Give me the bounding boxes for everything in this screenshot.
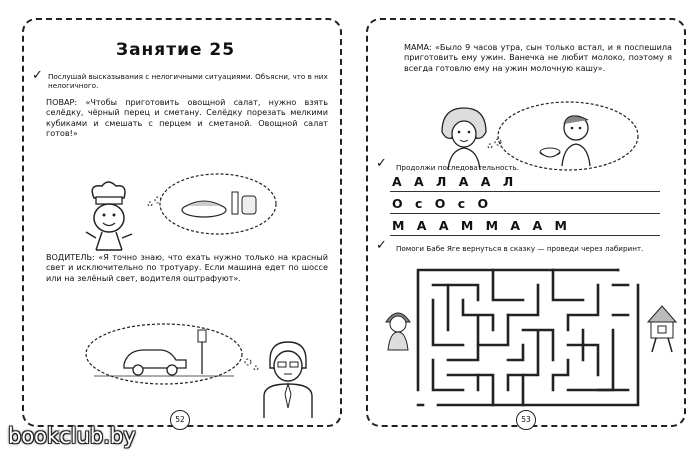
page-title: Занятие 25: [116, 40, 236, 60]
cook-statement: ПОВАР: «Чтобы приготовить овощной салат, нужно взять селёдку, чёрный перец и сметану. Селёдку порезать мелкими кубиками и смешать с перцем и сметаной. Овощной салат готов!»: [46, 97, 328, 138]
mom-statement: МАМА: «Было 9 часов утра, сын только встал, и я поспешила приготовить ему ужин. Ванечка не любит молоко, поэтому я всегда готовлю ему на ужин молочную кашу».: [404, 42, 672, 73]
left-page: [22, 18, 342, 427]
instruction-text: Послушай высказывания с нелогичными ситуациями. Объясни, что в них нелогичного.: [48, 72, 328, 90]
answer-line-3[interactable]: [390, 235, 660, 236]
answer-line-1[interactable]: [390, 191, 660, 192]
sequence-1: А А Л А А Л: [392, 174, 518, 189]
chef-illustration: [74, 180, 154, 260]
maze[interactable]: [418, 270, 638, 405]
baba-yaga-illustration: [380, 302, 416, 352]
hut-illustration: [642, 300, 682, 355]
answer-line-2[interactable]: [390, 213, 660, 214]
watermark: bookclub.by: [8, 424, 136, 448]
page-number: 52: [170, 410, 190, 430]
page-number: 53: [516, 410, 536, 430]
driver-illustration: [254, 338, 324, 418]
right-page: [366, 18, 686, 427]
check-mark-icon: ✓: [32, 68, 43, 83]
salad-thought-bubble: [144, 170, 284, 240]
car-thought-bubble: [84, 320, 264, 390]
sequence-2: О с О с О: [392, 196, 493, 211]
check-mark-icon: ✓: [376, 238, 387, 253]
driver-statement: ВОДИТЕЛЬ: «Я точно знаю, что ехать нужно только на красный свет и исключительно по тротуару. Если машина едет по шоссе или на зелёный свет, водителя оштрафуют».: [46, 252, 328, 283]
sequence-instruction: Продолжи последовательность.: [396, 163, 520, 172]
check-mark-icon: ✓: [376, 156, 387, 171]
sequence-3: М А А М М А А М: [392, 218, 571, 233]
maze-instruction: Помоги Бабе Яге вернуться в сказку — проведи через лабиринт.: [396, 244, 644, 253]
